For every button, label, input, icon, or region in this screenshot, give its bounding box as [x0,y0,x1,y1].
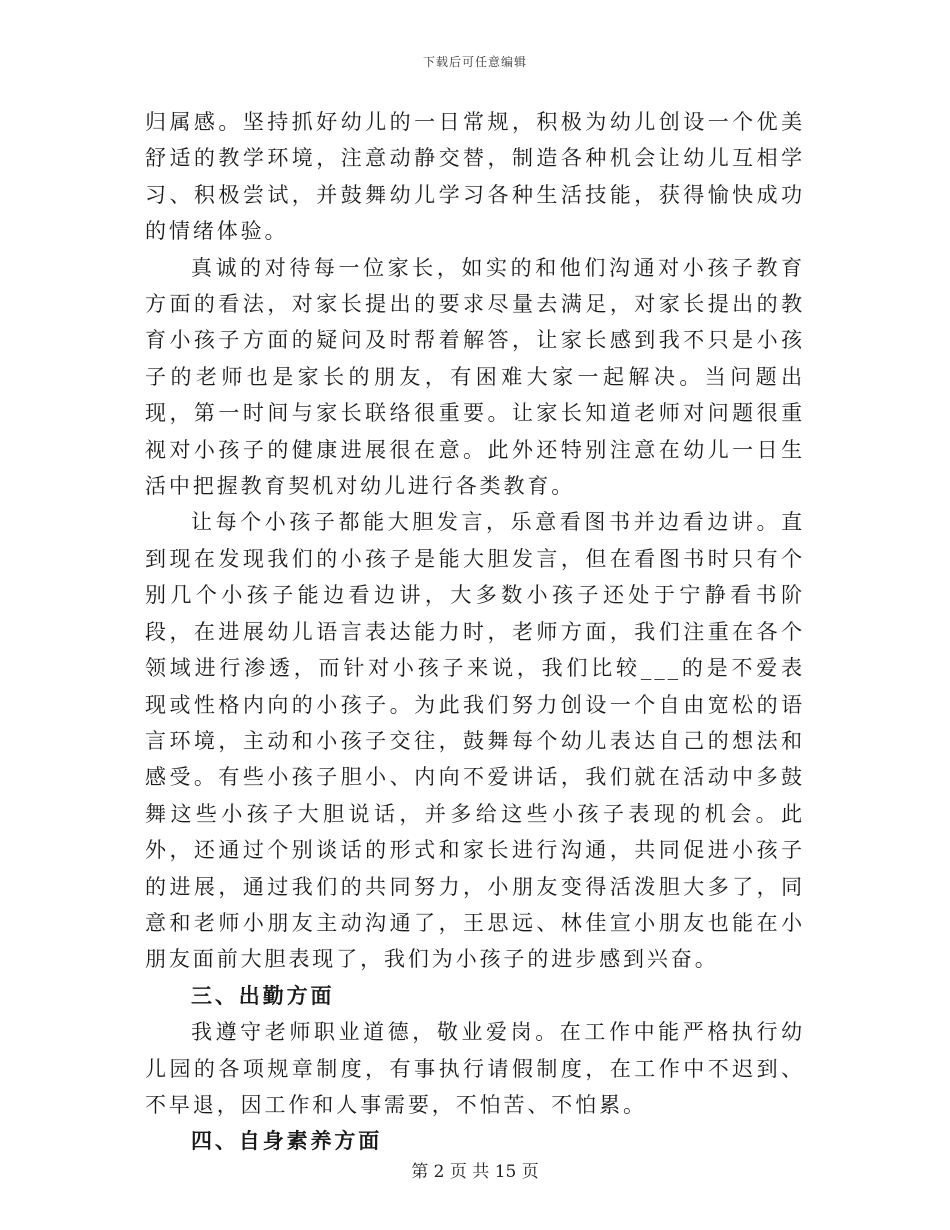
paragraph-parents: 真诚的对待每一位家长，如实的和他们沟通对小孩子教育方面的看法，对家长提出的要求尽量去满足，对家长提出的教育小孩子方面的疑问及时帮着解答，让家长感到我不只是小孩子的老师也是家长的朋友，有困难大家一起解决。当问题出现，第一时间与家长联络很重要。让家长知道老师对问题很重视对小孩子的健康进展很在意。此外还特别注意在幼儿一日生活中把握教育契机对幼儿进行各类教育。 [145,255,805,499]
page-number: 第 2 页 共 15 页 [411,1162,539,1182]
paragraph-language: 让每个小孩子都能大胆发言，乐意看图书并边看边讲。直到现在发现我们的小孩子是能大胆发言，但在看图书时只有个别几个小孩子能边看边讲，大多数小孩子还处于宁静看书阶段，在进展幼儿语言表达能力时，老师方面，我们注重在各个领域进行渗透，而针对小孩子来说，我们比较___的是不爱表现或性格内向的小孩子。为此我们努力创设一个自由宽松的语言环境，主动和小孩子交往，鼓舞每个幼儿表达自己的想法和感受。有些小孩子胆小、内向不爱讲话，我们就在活动中多鼓舞这些小孩子大胆说话，并多给这些小孩子表现的机会。此外，还通过个别谈话的形式和家长进行沟通，共同促进小孩子的进展，通过我们的共同努力，小朋友变得活泼胆大多了，同意和老师小朋友主动沟通了，王思远、林佳宣小朋友也能在小朋友面前大胆表现了，我们为小孩子的进步感到兴奋。 [145,510,805,972]
section-heading-self-quality: 四、自身素养方面 [191,1129,383,1154]
section-heading-attendance: 三、出勤方面 [191,983,335,1008]
paragraph-attendance: 我遵守老师职业道德，敬业爱岗。在工作中能严格执行幼儿园的各项规章制度，有事执行请假制度，在工作中不迟到、不早退，因工作和人事需要，不怕苦、不怕累。 [145,1020,805,1117]
paragraph-continued: 归属感。坚持抓好幼儿的一日常规，积极为幼儿创设一个优美舒适的教学环境，注意动静交替，制造各种机会让幼儿互相学习、积极尝试，并鼓舞幼儿学习各种生活技能，获得愉快成功的情绪体验。 [145,110,805,244]
page-header-note: 下载后可任意编辑 [422,55,527,69]
document-body [145,104,805,1160]
